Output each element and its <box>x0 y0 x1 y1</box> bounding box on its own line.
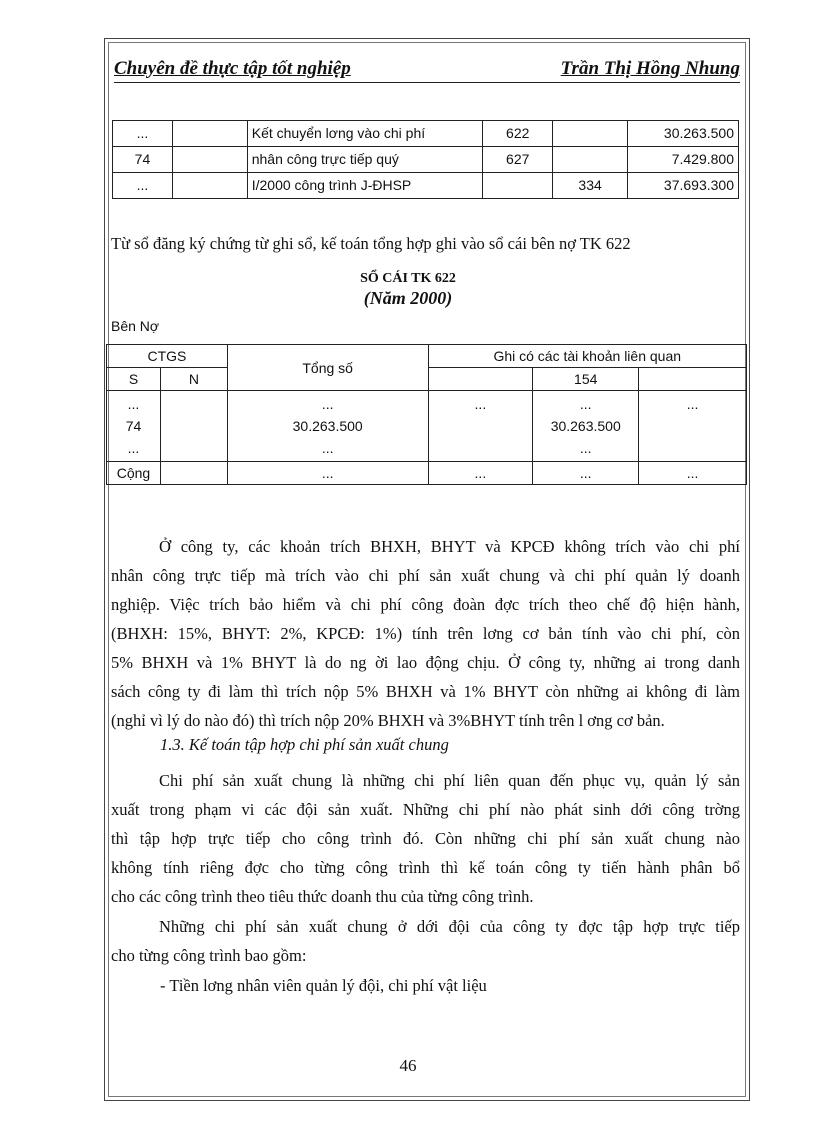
header-n: N <box>160 368 227 391</box>
total-label: Cộng <box>107 462 161 485</box>
paragraph-insurance: Ở công ty, các khoản trích BHXH, BHYT và KPCĐ không trích vào chi phí nhân công trực tiếp mà trích vào chi phí sản xuất chung và chi phí quản lý doanh nghiệp. Việc trích bảo hiểm và chi phí công đoàn đợc trích theo chế độ hiện hành, (BHXH: 15%, BHYT: 2%, KPCĐ: 1%) tính trên lơng cơ bản tính vào chi phí, còn 5% BHXH và 1% BHYT là do ng ời lao động chịu. Ở công ty, những ai trong danh sách công ty đi làm thì trích nộp 5% BHXH và 1% BHYT còn những ai không đi làm (nghỉ vì lý do nào đó) thì trích nộp 20% BHXH và 3%BHYT tính trên l ơng cơ bản. <box>111 537 740 730</box>
ledger-side-label: Bên Nợ <box>111 318 160 334</box>
table-cell <box>553 147 628 173</box>
table-cell: ... <box>533 462 639 485</box>
header-ctgs: CTGS <box>107 345 228 368</box>
table-cell: ... <box>639 391 747 462</box>
header-154: 154 <box>533 368 639 391</box>
table-cell <box>160 391 227 462</box>
table-cell <box>553 121 628 147</box>
table-cell: ... 30.263.500 ... <box>533 391 639 462</box>
table-cell <box>160 462 227 485</box>
bullet-item: - Tiền lơng nhân viên quản lý đội, chi phí vật liệu <box>160 976 487 995</box>
table-cell: ... <box>428 391 533 462</box>
table-row <box>113 121 739 147</box>
table-row <box>113 147 739 173</box>
table-cell: ... <box>428 462 533 485</box>
table-cell <box>483 173 553 199</box>
table-cell: 30.263.500 <box>628 121 739 147</box>
header-related-accounts: Ghi có các tài khoản liên quan <box>428 345 747 368</box>
table-header-row <box>107 345 747 368</box>
table-cell: 627 <box>483 147 553 173</box>
header-total: Tổng số <box>227 345 428 391</box>
table-cell: ... <box>227 462 428 485</box>
ledger-subtitle: (Năm 2000) <box>363 288 453 308</box>
table-cell: ... <box>113 121 173 147</box>
page-number: 46 <box>399 1056 417 1075</box>
section-heading: 1.3. Kế toán tập hợp chi phí sản xuất chung <box>160 735 449 754</box>
ledger-table <box>106 344 747 485</box>
table-cell: ... <box>113 173 173 199</box>
paragraph-team-costs: Những chi phí sản xuất chung ở dới đội của công ty đợc tập hợp trực tiếp cho từng công trình bao gồm: <box>111 917 740 965</box>
table-cell: 37.693.300 <box>628 173 739 199</box>
header-s: S <box>107 368 161 391</box>
table-cell <box>172 147 247 173</box>
table-row <box>107 391 747 462</box>
header-right: Trần Thị Hồng Nhung <box>560 58 740 79</box>
table-cell: 334 <box>553 173 628 199</box>
table-cell: Kết chuyển lơng vào chi phí <box>247 121 483 147</box>
table-cell: I/2000 công trình J-ĐHSP <box>247 173 483 199</box>
table-cell: 622 <box>483 121 553 147</box>
intro-line: Từ sổ đăng ký chứng từ ghi sổ, kế toán tổng hợp ghi vào sổ cái bên nợ TK 622 <box>111 234 631 253</box>
table-cell: 74 <box>113 147 173 173</box>
table-cell: nhân công trực tiếp quý <box>247 147 483 173</box>
header-blank <box>428 368 533 391</box>
table-cell <box>172 173 247 199</box>
table-cell: ... <box>639 462 747 485</box>
table-cell <box>172 121 247 147</box>
ledger-title: SỔ CÁI TK 622 <box>360 271 456 286</box>
total-row <box>107 462 747 485</box>
page-header <box>114 58 740 83</box>
header-blank <box>639 368 747 391</box>
table-cell: 7.429.800 <box>628 147 739 173</box>
table-row <box>113 173 739 199</box>
table-cell: ... 30.263.500 ... <box>227 391 428 462</box>
header-left: Chuyên đề thực tập tốt nghiệp <box>114 58 351 79</box>
table-cell: ... 74 ... <box>107 391 161 462</box>
journal-table <box>112 120 739 199</box>
paragraph-overhead: Chi phí sản xuất chung là những chi phí liên quan đến phục vụ, quản lý sản xuất trong phạm vi các đội sản xuất. Những chi phí nào phát sinh dới công trờng thì tập hợp trực tiếp cho công trình đó. Còn những chi phí sản xuất chung nào không tính riêng đợc cho từng công trình thì kế toán công ty tiến hành phân bổ cho các công trình theo tiêu thức doanh thu của từng công trình. <box>111 771 740 906</box>
